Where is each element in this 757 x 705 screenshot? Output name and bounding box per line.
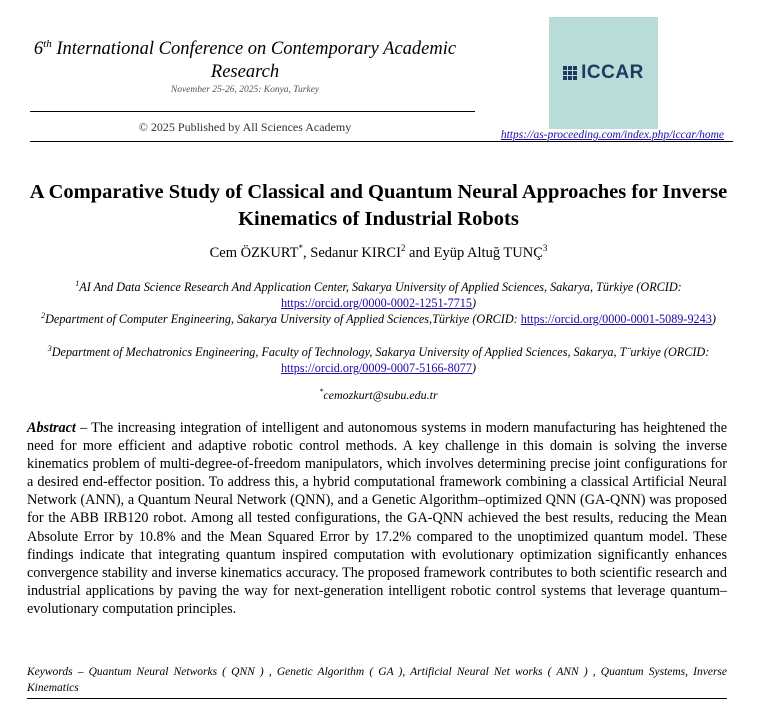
abstract-label: Abstract (27, 420, 76, 436)
header-divider-left (30, 111, 475, 112)
paper-title: A Comparative Study of Classical and Quantum Neural Approaches for Inverse Kinematics of Industrial Robots (29, 181, 728, 230)
author-name: Eyüp Altuğ TUNÇ (433, 244, 543, 261)
author-name: Cem ÖZKURT (209, 244, 299, 261)
corresponding-email: *cemozkurt@subu.edu.tr (319, 387, 438, 402)
orcid-link[interactable]: https://orcid.org/0000-0001-5089-9243 (520, 312, 712, 327)
author-name: Sedanur KIRCI (310, 244, 401, 261)
abstract-text: The increasing integration of intelligent and autonomous systems in modern manufacturing has heightened the need for more efficient and adaptive robotic control methods. A key challenge in this domain is solving the inverse kinematics problem of multi-degree-of-freedom manipulators, which involves determining precise joint configurations for a desired end-effector position. To address this, a hybrid computational framework combining a classical Artificial Neural Network (ANN), a Quantum Neural Network (QNN), and a Genetic Algorithm–optimized QNN (GA-QNN) was proposed for the ABB IRB120 robot. Among all tested configurations, the GA-QNN achieved the best results, reducing the Mean Absolute Error by 10.8% and the Mean Squared Error by 17.2% compared to the unoptimized quantum model. These findings indicate that integrating quantum inspired computation with evolutionary optimization significantly enhances convergence stability and inverse kinematics accuracy. The proposed framework contributes to both scientific research and industrial applications by paving the way for next-generation intelligent robotic control systems that leverage quantum–evolutionary computation principles. (27, 420, 728, 617)
conference-url-link[interactable]: https://as-proceeding.com/index.php/iccar/home (500, 129, 724, 141)
author-list: Cem ÖZKURT*, Sedanur KIRCI$^2$ and Eyüp Altuğ TUNÇ$^3$ (209, 243, 548, 261)
publisher-line: © 2025 Published by All Sciences Academy (138, 120, 352, 134)
logo-text: ICCAR (581, 62, 644, 83)
abstract: Abstract – The increasing integration of intelligent and autonomous systems in modern manufacturing has heightened the need for more efficient and adaptive robotic control methods. A key challenge in this domain is solving the inverse kinematics problem of multi-degree-of-freedom manipulators, which involves determining precise joint configurations for a desired end-effector position. To address this, a hybrid computational framework combining a classical Artificial Neural Network (ANN), a Quantum Neural Network (QNN), and a Genetic Algorithm–optimized QNN (GA-QNN) was proposed for the ABB IRB120 robot. Among all tested configurations, the GA-QNN achieved the best results, reducing the Mean Absolute Error by 10.8% and the Mean Squared Error by 17.2% compared to the unoptimized quantum model. These findings indicate that integrating quantum inspired computation with evolutionary optimization significantly enhances convergence stability and inverse kinematics accuracy. The proposed framework contributes to both scientific research and industrial applications by paving the way for next-generation intelligent robotic control systems that leverage quantum–evolutionary computation principles. (27, 420, 728, 617)
orcid-link[interactable]: https://orcid.org/0000-0002-1251-7715 (280, 296, 472, 311)
keywords-label: Keywords (27, 666, 73, 678)
iccar-logo (549, 17, 658, 129)
conference-date: November 25-26, 2025: Konya, Turkey (170, 85, 320, 95)
orcid-link[interactable]: https://orcid.org/0009-0007-5166-8077 (280, 361, 472, 376)
keywords-text: Quantum Neural Networks ( QNN ) , Genetic Algorithm ( GA ), Artificial Neural Net works ( ANN ) , Quantum Systems, Inverse Kinematics (27, 666, 727, 694)
affiliation-3: $^3$Department of Mechatronics Engineering, Faculty of Technology, Sakarya University of Applied Sciences, Sakarya, T¨urkiye (ORCID: https://orcid.org/0009-0007-5166-8077) (47, 344, 710, 376)
logo-mark-icon (563, 66, 577, 80)
conference-title: 6th International Conference on Contemporary Academic Research (33, 38, 457, 83)
affiliation-2: $^2$Department of Computer Engineering, Sakarya University of Applied Sciences,Türkiye (ORCID: https://orcid.org/0000-0001-5089-9243) (41, 311, 716, 327)
keywords-divider (27, 698, 727, 699)
header-divider-full (30, 141, 733, 142)
keywords: Keywords – Quantum Neural Networks ( QNN ) , Genetic Algorithm ( GA ), Artificial Neural Net works ( ANN ) , Quantum Systems, Inverse Kinematics (27, 666, 727, 694)
affiliation-1: $^1$AI And Data Science Research And Application Center, Sakarya University of Applied Sciences, Sakarya, Türkiye (ORCID: https://orcid.org/0000-0002-1251-7715) (75, 279, 682, 311)
